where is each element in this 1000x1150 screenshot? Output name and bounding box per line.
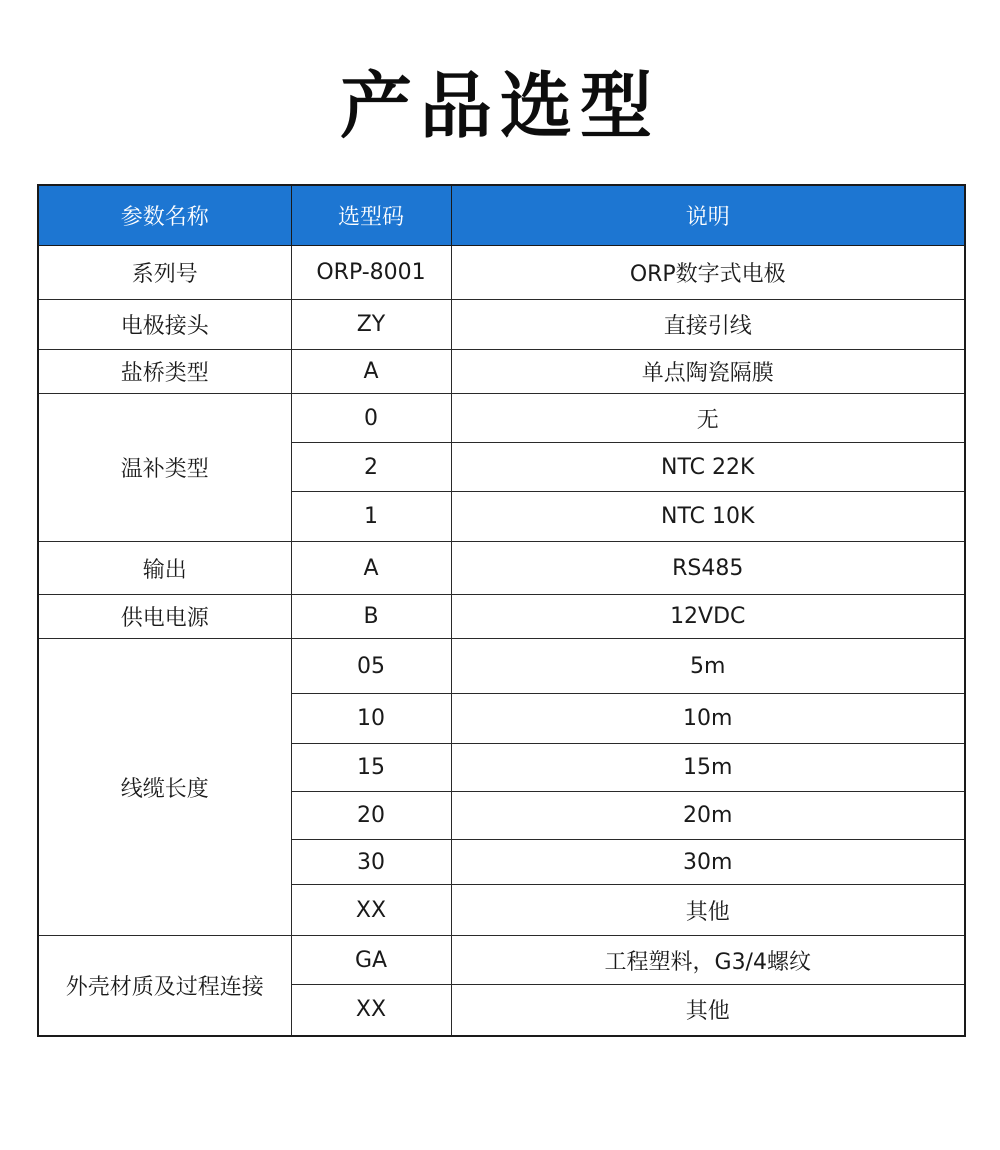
selection-code-cell: 1 (291, 492, 451, 542)
description-cell: 其他 (451, 985, 965, 1036)
table-row (38, 300, 965, 350)
selection-code-cell: 05 (291, 639, 451, 694)
table-row (38, 350, 965, 394)
description-cell: 工程塑料，G3/4螺纹 (451, 936, 965, 985)
description-cell: 无 (451, 394, 965, 443)
description-cell: 15m (451, 744, 965, 792)
selection-code-cell: 10 (291, 694, 451, 744)
param-name-cell: 外壳材质及过程连接 (38, 936, 291, 1036)
header-selection-code: 选型码 (291, 185, 451, 246)
description-cell: 12VDC (451, 595, 965, 639)
selection-code-cell: 15 (291, 744, 451, 792)
page-title: 产品选型 (339, 64, 660, 148)
selection-code-cell: ZY (291, 300, 451, 350)
param-name-cell: 电极接头 (38, 300, 291, 350)
selection-code-cell: A (291, 350, 451, 394)
param-name-cell: 供电电源 (38, 595, 291, 639)
selection-code-cell: GA (291, 936, 451, 985)
selection-code-cell: 2 (291, 443, 451, 492)
table-row (38, 246, 965, 300)
selection-code-cell: XX (291, 985, 451, 1036)
header-row (38, 185, 965, 246)
selection-code-cell: B (291, 595, 451, 639)
selection-code-cell: XX (291, 885, 451, 936)
description-cell: 直接引线 (451, 300, 965, 350)
table-row (38, 936, 965, 985)
selection-code-cell: 30 (291, 840, 451, 885)
header-description: 说明 (451, 185, 965, 246)
description-cell: RS485 (451, 542, 965, 595)
table-body (38, 246, 965, 1036)
table-row (38, 542, 965, 595)
description-cell: 其他 (451, 885, 965, 936)
description-cell: NTC 10K (451, 492, 965, 542)
description-cell: 30m (451, 840, 965, 885)
table-row (38, 595, 965, 639)
param-name-cell: 线缆长度 (38, 639, 291, 936)
description-cell: 20m (451, 792, 965, 840)
table-row (38, 639, 965, 694)
selection-code-cell: A (291, 542, 451, 595)
description-cell: 10m (451, 694, 965, 744)
table-header (38, 185, 965, 246)
description-cell: 5m (451, 639, 965, 694)
selection-code-cell: 0 (291, 394, 451, 443)
selection-code-cell: ORP-8001 (291, 246, 451, 300)
selection-code-cell: 20 (291, 792, 451, 840)
description-cell: 单点陶瓷隔膜 (451, 350, 965, 394)
header-param-name: 参数名称 (38, 185, 291, 246)
param-name-cell: 系列号 (38, 246, 291, 300)
description-cell: ORP数字式电极 (451, 246, 965, 300)
description-cell: NTC 22K (451, 443, 965, 492)
product-selection-table (37, 184, 966, 1037)
param-name-cell: 温补类型 (38, 394, 291, 542)
param-name-cell: 输出 (38, 542, 291, 595)
param-name-cell: 盐桥类型 (38, 350, 291, 394)
table-row (38, 394, 965, 443)
